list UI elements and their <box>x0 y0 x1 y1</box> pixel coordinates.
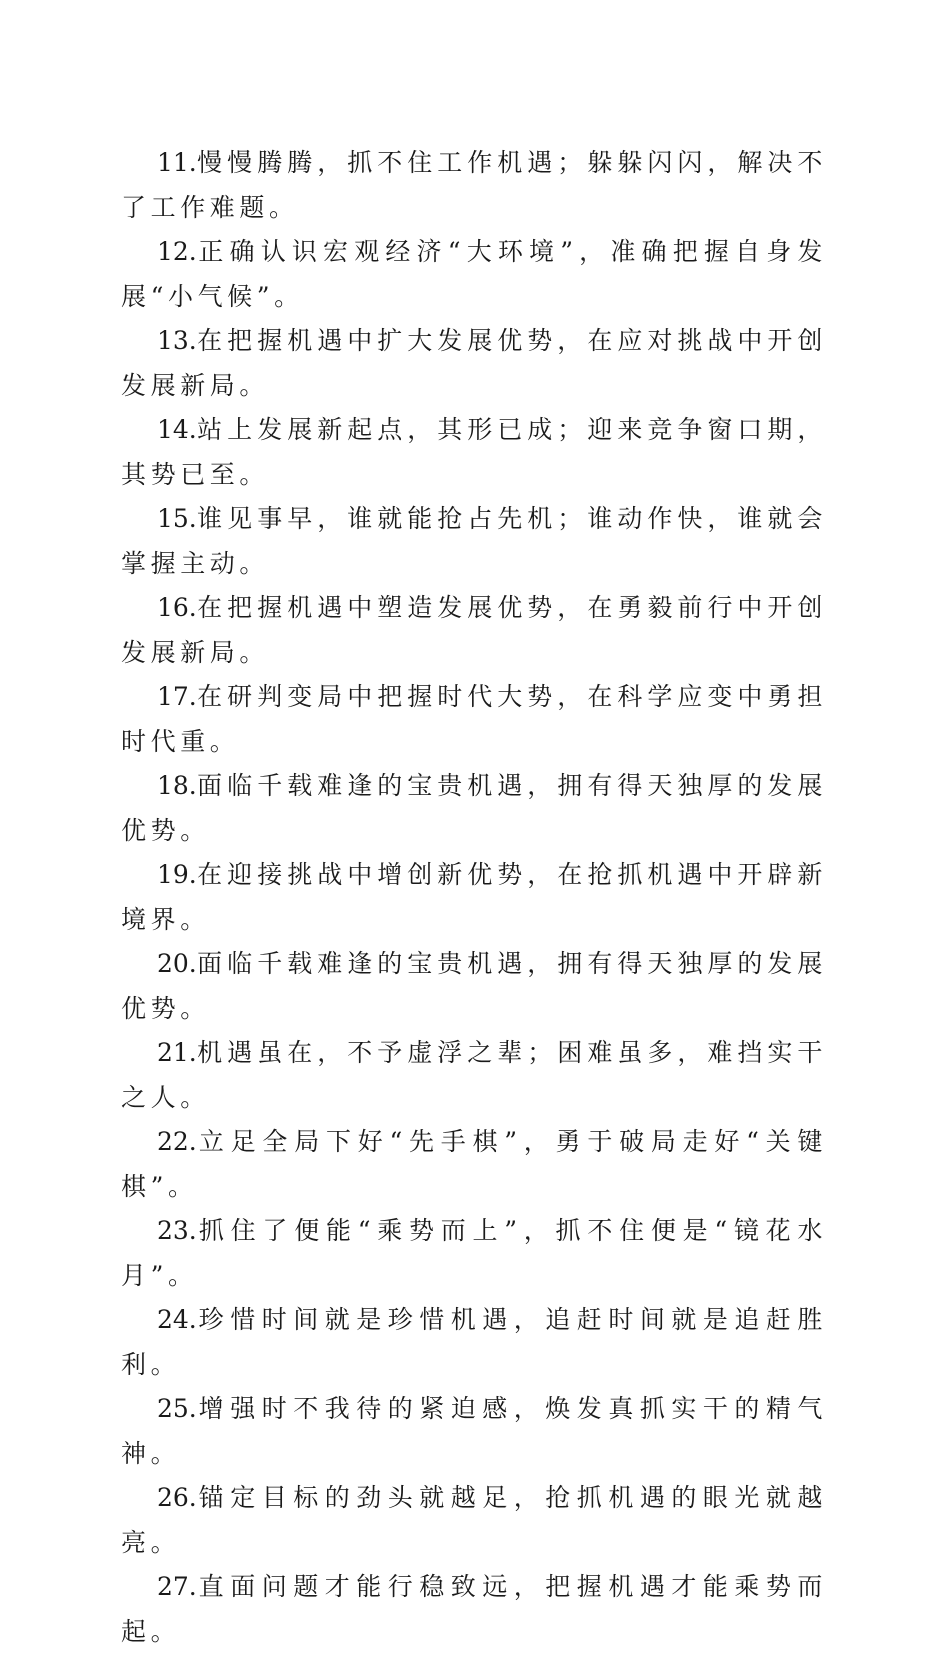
item-text: 抓住了便能“乘势而上”，抓不住便是“镜花水月”。 <box>121 1216 827 1290</box>
item-number: 13. <box>157 326 197 355</box>
item-number: 19. <box>157 860 197 889</box>
item-number: 26. <box>157 1483 197 1512</box>
list-item <box>121 1387 827 1476</box>
list-item <box>121 497 827 586</box>
item-number: 12. <box>157 237 197 266</box>
item-text: 机遇虽在，不予虚浮之辈；困难虽多，难挡实干之人。 <box>121 1038 827 1112</box>
item-number: 27. <box>157 1572 197 1601</box>
list-item <box>121 1120 827 1209</box>
item-number: 16. <box>157 593 197 622</box>
item-number: 11. <box>157 148 197 177</box>
item-text: 在把握机遇中塑造发展优势，在勇毅前行中开创发展新局。 <box>121 593 827 667</box>
list-item <box>121 141 827 230</box>
item-number: 15. <box>157 504 197 533</box>
list-item <box>121 942 827 1031</box>
list-item <box>121 1476 827 1565</box>
item-text: 珍惜时间就是珍惜机遇，追赶时间就是追赶胜利。 <box>121 1305 827 1379</box>
item-number: 21. <box>157 1038 197 1067</box>
item-text: 在迎接挑战中增创新优势，在抢抓机遇中开辟新境界。 <box>121 860 827 934</box>
item-text: 面临千载难逢的宝贵机遇，拥有得天独厚的发展优势。 <box>121 771 827 845</box>
list-item <box>121 764 827 853</box>
item-text: 正确认识宏观经济“大环境”，准确把握自身发展“小气候”。 <box>121 237 827 311</box>
item-text: 慢慢腾腾，抓不住工作机遇；躲躲闪闪，解决不了工作难题。 <box>121 148 827 222</box>
item-text: 在研判变局中把握时代大势，在科学应变中勇担时代重。 <box>121 682 827 756</box>
list-item <box>121 1209 827 1298</box>
item-text: 增强时不我待的紧迫感，焕发真抓实干的精气神。 <box>121 1394 827 1468</box>
list-item <box>121 319 827 408</box>
list-item <box>121 1031 827 1120</box>
item-text: 立足全局下好“先手棋”，勇于破局走好“关键棋”。 <box>121 1127 827 1201</box>
item-number: 20. <box>157 949 197 978</box>
item-number: 23. <box>157 1216 197 1245</box>
list-item <box>121 853 827 942</box>
item-text: 在把握机遇中扩大发展优势，在应对挑战中开创发展新局。 <box>121 326 827 400</box>
item-number: 24. <box>157 1305 197 1334</box>
list-item <box>121 230 827 319</box>
item-number: 25. <box>157 1394 197 1423</box>
list-item <box>121 1298 827 1387</box>
item-text: 面临千载难逢的宝贵机遇，拥有得天独厚的发展优势。 <box>121 949 827 1023</box>
item-text: 谁见事早，谁就能抢占先机；谁动作快，谁就会掌握主动。 <box>121 504 827 578</box>
item-number: 14. <box>157 415 197 444</box>
item-text: 锚定目标的劲头就越足，抢抓机遇的眼光就越亮。 <box>121 1483 827 1557</box>
list-item <box>121 1565 827 1654</box>
list-item <box>121 408 827 497</box>
list-item <box>121 586 827 675</box>
item-text: 直面问题才能行稳致远，把握机遇才能乘势而起。 <box>121 1572 827 1646</box>
list-item <box>121 675 827 764</box>
item-number: 17. <box>157 682 197 711</box>
item-text: 站上发展新起点，其形已成；迎来竞争窗口期，其势已至。 <box>121 415 827 489</box>
quote-list <box>121 141 827 1654</box>
item-number: 22. <box>157 1127 197 1156</box>
item-number: 18. <box>157 771 197 800</box>
